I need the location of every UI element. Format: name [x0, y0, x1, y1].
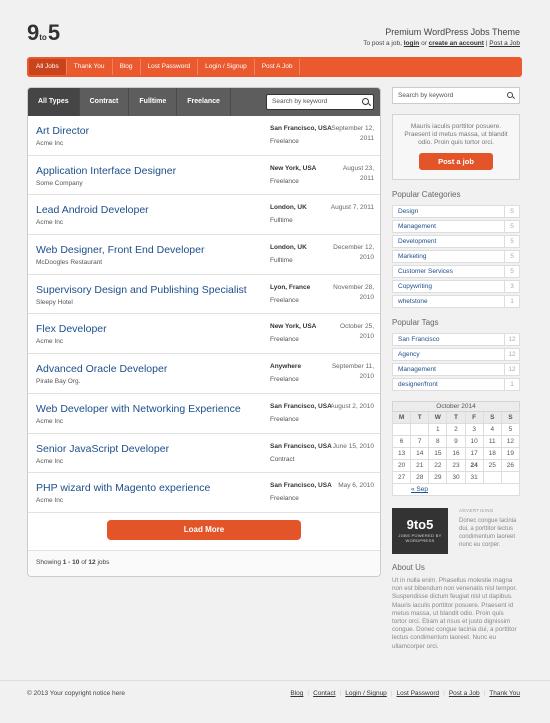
tag-item-count: 12 — [504, 334, 519, 345]
categories-list — [392, 205, 520, 310]
tags-heading: Popular Tags — [392, 318, 439, 327]
calendar-weekday: F — [466, 412, 484, 424]
footer-link[interactable]: Contact — [313, 690, 336, 697]
calendar-empty-cell — [502, 472, 520, 484]
footer-links — [290, 690, 520, 697]
category-item-label: Customer Services — [398, 268, 453, 275]
job-type: Freelance — [270, 495, 299, 503]
site-tagline: Premium WordPress Jobs Theme — [385, 27, 520, 37]
tag-item-count: 12 — [504, 349, 519, 360]
footer-separator: | — [390, 690, 393, 697]
jobs-panel — [27, 87, 381, 577]
calendar-day[interactable]: 31 — [466, 472, 484, 484]
tag-item-count: 12 — [504, 364, 519, 375]
tags-list — [392, 333, 520, 393]
job-type: Freelance — [270, 138, 299, 145]
calendar-day[interactable]: 9 — [447, 436, 465, 448]
advert-logo-subtitle: JOBS POWERED BY WORDPRESS — [398, 533, 442, 543]
job-date: September 11, 2010 — [331, 363, 374, 381]
post-job-top-link[interactable]: Post a Job — [489, 40, 520, 47]
calendar-day[interactable]: 15 — [429, 448, 447, 460]
advert-logo-title: 9to5 — [406, 517, 434, 532]
job-date: August 2, 2010 — [330, 402, 374, 410]
top-links — [363, 40, 520, 47]
job-title-link[interactable]: Senior JavaScript Developer — [36, 442, 170, 455]
footer-link[interactable]: Login / Signup — [345, 690, 387, 697]
calendar-grid — [392, 412, 520, 484]
job-location: Lyon, France — [270, 283, 311, 291]
tag-item[interactable] — [392, 378, 520, 391]
tag-item[interactable] — [392, 363, 520, 376]
category-item-count: 5 — [504, 206, 519, 217]
job-row[interactable] — [28, 116, 380, 156]
calendar-weekday: T — [447, 412, 465, 424]
job-location: San Francisco, USA — [270, 442, 332, 450]
job-location: San Francisco, USA — [270, 125, 332, 132]
job-type: Freelance — [270, 296, 299, 304]
job-row[interactable] — [28, 354, 380, 394]
logo-text-mid: to — [39, 33, 47, 42]
calendar-weekday: S — [502, 412, 520, 424]
category-item-label: Marketing — [398, 253, 427, 260]
category-item-count: 5 — [504, 266, 519, 277]
calendar-day[interactable]: 14 — [411, 448, 429, 460]
calendar-day[interactable]: 28 — [411, 472, 429, 484]
job-title-link[interactable]: Web Developer with Networking Experience — [36, 402, 241, 415]
showing-total: 12 — [88, 559, 96, 566]
footer-link[interactable]: Lost Password — [396, 690, 440, 697]
job-date: December 12, 2010 — [333, 244, 374, 262]
job-company: Acme Inc — [36, 497, 64, 505]
category-item-count: 3 — [504, 281, 519, 292]
category-item-count: 5 — [504, 251, 519, 262]
job-row[interactable] — [28, 434, 380, 474]
job-title-link[interactable]: Advanced Oracle Developer — [36, 363, 168, 376]
sidebar-search-placeholder: Search by keyword — [398, 92, 454, 99]
tab-fulltime[interactable]: Fulltime — [129, 88, 177, 116]
nav-all-jobs[interactable]: All Jobs — [29, 59, 67, 75]
sidebar-search-icon[interactable] — [507, 92, 513, 98]
calendar-day[interactable]: 5 — [502, 424, 520, 436]
category-item-count: 1 — [504, 296, 519, 307]
category-item[interactable] — [392, 220, 520, 233]
copyright: © 2013 Your copyright notice here — [27, 690, 126, 697]
footer-separator: | — [339, 690, 342, 697]
job-type: Fulltime — [270, 257, 293, 265]
job-row[interactable] — [28, 394, 380, 434]
job-type: Freelance — [270, 177, 299, 185]
calendar-day[interactable]: 16 — [447, 448, 465, 460]
job-title-link[interactable]: Art Director — [36, 125, 90, 137]
advert-text: Donec congue lacinia dui, a porttitor lectus condimentum laoreet nunc eu corper. — [459, 518, 517, 548]
category-item-label: whetstone — [398, 298, 428, 305]
load-more-button[interactable]: Load More — [107, 520, 301, 540]
job-company: Some Company — [36, 179, 83, 187]
job-date: May 6, 2010 — [338, 482, 374, 490]
calendar-weekday: S — [484, 412, 502, 424]
main-nav — [27, 57, 522, 77]
calendar-prev-link[interactable]: « Sep — [392, 484, 520, 496]
tag-item[interactable] — [392, 333, 520, 346]
tag-item-label: designer/front — [398, 381, 438, 388]
calendar-day[interactable]: 26 — [502, 460, 520, 472]
showing-range: 1 - 10 — [62, 559, 80, 566]
logo-text-right: 5 — [47, 20, 60, 45]
job-location: New York, USA — [270, 323, 317, 331]
top-links-sep: | — [485, 40, 488, 47]
advert-logo[interactable] — [392, 508, 448, 554]
job-list — [28, 116, 380, 513]
job-company: McDoogles Restaurant — [36, 259, 103, 267]
category-item[interactable] — [392, 295, 520, 308]
category-item-label: Development — [398, 238, 437, 245]
calendar-day[interactable]: 21 — [411, 460, 429, 472]
calendar-day[interactable]: 1 — [429, 424, 447, 436]
calendar-day[interactable]: 18 — [484, 448, 502, 460]
job-company: Acme Inc — [36, 417, 64, 425]
job-company: Pirate Bay Org. — [36, 378, 81, 386]
advert-label: ADVERTISING — [459, 508, 494, 513]
showing-suffix: jobs — [97, 559, 110, 566]
job-type-tabs — [28, 88, 380, 116]
job-row[interactable] — [28, 473, 380, 513]
job-date: June 15, 2010 — [332, 442, 374, 450]
about-text: Ut in nulla enim. Phasellus molestie magna non est bibendum non venenatis nisl tempor. Suspendisse dictum feugiat nisl ut dapibus. Mauris iaculis porttitor posuere. Praesent id metus massa, ut blandit odio. Proin quis tortor orci. Etiam at risus et justo dignissim congue. Donec congue lacinia dui, a porttitor lectus condimentum laoreet. Nunc eu ullamcorper orci. — [392, 577, 517, 650]
calendar-day[interactable]: 12 — [502, 436, 520, 448]
post-job-box — [392, 114, 520, 180]
sidebar-search-input[interactable] — [392, 87, 520, 104]
post-job-text: Mauris iaculis porttitor posuere. Praesent id metus massa, ut blandit odio. Proin quis tortor orci. — [404, 123, 508, 146]
showing-of: of — [81, 559, 87, 566]
calendar-empty-cell — [393, 424, 411, 436]
job-row[interactable] — [28, 235, 380, 275]
calendar-day[interactable]: 29 — [429, 472, 447, 484]
calendar-day[interactable]: 30 — [447, 472, 465, 484]
search-icon[interactable] — [362, 98, 369, 105]
job-date: August 7, 2011 — [330, 204, 374, 212]
job-row[interactable] — [28, 314, 380, 354]
job-location: New York, USA — [270, 164, 317, 172]
calendar-day[interactable]: 7 — [411, 436, 429, 448]
job-row[interactable] — [28, 195, 380, 235]
job-title-link[interactable]: Application Interface Designer — [36, 164, 177, 177]
category-item[interactable] — [392, 205, 520, 218]
calendar — [392, 401, 520, 496]
job-location: San Francisco, USA — [270, 482, 332, 490]
calendar-day[interactable]: 27 — [393, 472, 411, 484]
calendar-empty-cell — [484, 472, 502, 484]
job-title-link[interactable]: Flex Developer — [36, 323, 107, 336]
category-item-label: Management — [398, 223, 436, 230]
calendar-day[interactable]: 23 — [447, 460, 465, 472]
categories-heading: Popular Categories — [392, 190, 461, 199]
calendar-day[interactable]: 25 — [484, 460, 502, 472]
category-item-count: 5 — [504, 236, 519, 247]
job-row[interactable] — [28, 275, 380, 315]
job-type: Fulltime — [270, 217, 293, 225]
nav-lost-password[interactable]: Lost Password — [141, 59, 199, 75]
tag-item[interactable] — [392, 348, 520, 361]
calendar-day[interactable]: 13 — [393, 448, 411, 460]
job-date: November 28, 2010 — [333, 283, 374, 301]
calendar-day[interactable]: 20 — [393, 460, 411, 472]
keyword-search-placeholder: Search by keyword — [272, 98, 328, 105]
job-date: September 12, 2011 — [331, 125, 374, 142]
job-type: Freelance — [270, 415, 299, 423]
footer — [0, 680, 550, 723]
job-location: San Francisco, USA — [270, 402, 332, 410]
about-heading: About Us — [392, 563, 425, 572]
calendar-day[interactable]: 22 — [429, 460, 447, 472]
login-link[interactable]: login — [403, 40, 420, 47]
job-date: October 25, 2010 — [340, 323, 374, 341]
category-item[interactable] — [392, 250, 520, 263]
post-job-button[interactable]: Post a job — [419, 153, 493, 170]
calendar-day[interactable]: 24 — [466, 460, 484, 472]
calendar-caption: October 2014 — [392, 401, 520, 412]
calendar-weekday: W — [429, 412, 447, 424]
tab-all-types[interactable]: All Types — [28, 88, 80, 116]
calendar-day[interactable]: 4 — [484, 424, 502, 436]
job-title-link[interactable]: PHP wizard with Magento experience — [36, 482, 211, 495]
job-company: Acme Inc — [36, 338, 64, 346]
top-links-prefix: To post a job, — [363, 40, 402, 47]
calendar-day[interactable]: 17 — [466, 448, 484, 460]
calendar-day[interactable]: 6 — [393, 436, 411, 448]
keyword-search-input[interactable] — [266, 94, 374, 110]
category-item-label: Design — [398, 208, 419, 215]
job-company: Acme Inc — [36, 219, 64, 227]
job-date: August 23, 2011 — [342, 164, 374, 182]
job-company: Acme Inc — [36, 457, 64, 465]
results-summary — [28, 550, 380, 577]
footer-separator: | — [443, 690, 445, 697]
job-location: London, UK — [270, 244, 307, 252]
category-item[interactable] — [392, 280, 520, 293]
job-location: London, UK — [270, 204, 307, 212]
calendar-day[interactable]: 11 — [484, 436, 502, 448]
tag-item-count: 1 — [504, 379, 519, 390]
category-item[interactable] — [392, 235, 520, 248]
job-type: Freelance — [270, 376, 299, 384]
tag-item-label: San Francisco — [398, 336, 440, 343]
calendar-day[interactable]: 10 — [466, 436, 484, 448]
category-item-count: 5 — [504, 221, 519, 232]
showing-prefix: Showing — [36, 559, 61, 566]
calendar-empty-cell — [411, 424, 429, 436]
nav-thank-you[interactable]: Thank You — [67, 59, 113, 75]
calendar-weekday: T — [411, 412, 429, 424]
footer-link[interactable]: Blog — [290, 690, 304, 697]
job-type: Contract — [270, 455, 295, 463]
job-location: Anywhere — [270, 363, 302, 371]
site-logo[interactable] — [27, 20, 59, 44]
job-title-link[interactable]: Lead Android Developer — [36, 204, 149, 217]
job-row[interactable] — [28, 156, 380, 196]
advert — [392, 508, 520, 554]
tag-item-label: Agency — [398, 351, 420, 358]
category-item[interactable] — [392, 265, 520, 278]
calendar-day[interactable]: 3 — [466, 424, 484, 436]
calendar-day[interactable]: 8 — [429, 436, 447, 448]
footer-link[interactable]: Post a Job — [448, 690, 480, 697]
footer-link[interactable]: Thank You — [489, 690, 520, 697]
tag-item-label: Management — [398, 366, 436, 373]
job-company: Sleepy Hotel — [36, 298, 73, 306]
top-links-or: or — [421, 40, 427, 47]
calendar-weekday: M — [393, 412, 411, 424]
tab-freelance[interactable]: Freelance — [177, 88, 231, 116]
category-item-label: Copywriting — [398, 283, 432, 290]
job-title-link[interactable]: Web Designer, Front End Developer — [36, 244, 205, 257]
nav-login-signup[interactable]: Login / Signup — [198, 59, 255, 75]
job-company: Acme Inc — [36, 140, 64, 147]
create-account-link[interactable]: create an account — [428, 40, 484, 47]
tab-contract[interactable]: Contract — [80, 88, 130, 116]
footer-separator: | — [307, 690, 310, 697]
job-type: Freelance — [270, 336, 299, 344]
footer-separator: | — [483, 690, 486, 697]
nav-blog[interactable]: Blog — [113, 59, 141, 75]
calendar-day[interactable]: 2 — [447, 424, 465, 436]
job-title-link[interactable]: Supervisory Design and Publishing Specialist — [36, 283, 247, 296]
logo-text-left: 9 — [27, 20, 39, 45]
nav-post-a-job[interactable]: Post A Job — [255, 59, 301, 75]
calendar-day[interactable]: 19 — [502, 448, 520, 460]
